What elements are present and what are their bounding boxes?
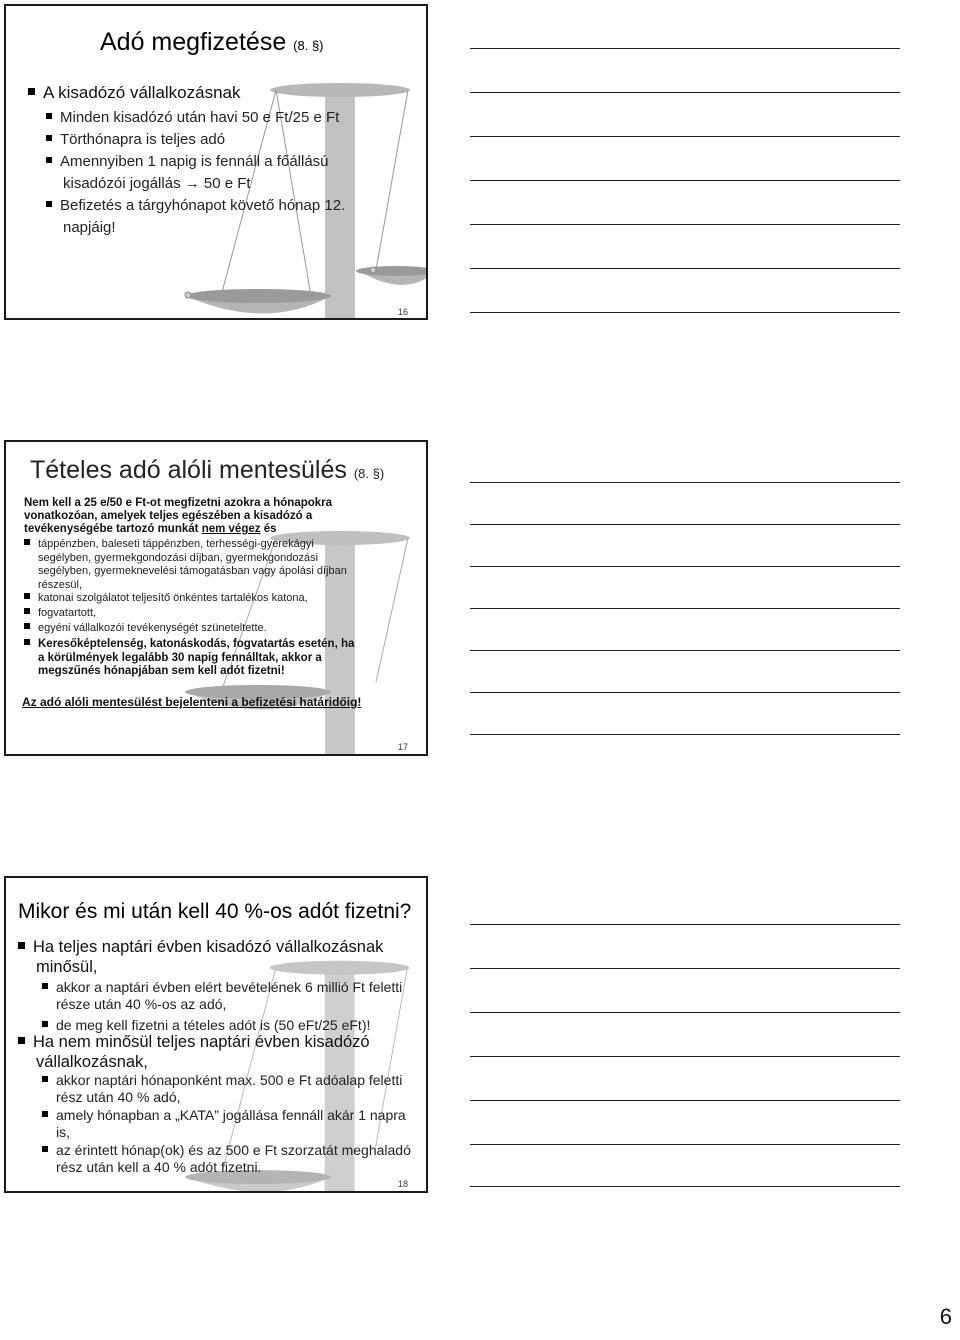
bullet-level2: akkor naptári hónaponként max. 500 e Ft adóalap feletti xyxy=(42,1072,402,1089)
bullet-level1: Ha teljes naptári évben kisadózó vállalkozásnak xyxy=(18,936,383,958)
footer-note: Az adó alóli mentesülést bejelenteni a befizetési határidőig! xyxy=(22,695,362,709)
list-item: katonai szolgálatot teljesítő önkéntes tartalékos katona, xyxy=(24,592,308,606)
slide-17 xyxy=(4,440,428,756)
bullet-level2: Törthónapra is teljes adó xyxy=(46,131,225,148)
bullet-level1: Ha nem minősül teljes naptári évben kisadózó xyxy=(18,1031,370,1053)
page-number: 6 xyxy=(939,1304,952,1329)
bullet-continuation: is, xyxy=(56,1124,70,1140)
slide-number: 18 xyxy=(398,1179,409,1189)
bullet-level2: Minden kisadózó után havi 50 e Ft/25 e Ft xyxy=(46,109,339,126)
slide-number: 16 xyxy=(398,307,409,317)
bullet-level2: de meg kell fizetni a tételes adót is (50 eFt/25 eFt)! xyxy=(42,1017,370,1034)
slide-16 xyxy=(4,4,428,320)
bullet-continuation: kisadózói jogállás → 50 e Ft xyxy=(63,175,251,192)
bullet-level2: Amennyiben 1 napig is fennáll a főállású xyxy=(46,153,329,170)
intro-paragraph: Nem kell a 25 e/50 e Ft-ot megfizetni azokra a hónapokra vonatkozóan, amelyek teljes egészében a kisadózó a tevékenységébe tartozó munkát nem végez és xyxy=(24,497,333,535)
bullet-level2: akkor a naptári évben elért bevételének 6 millió Ft feletti xyxy=(42,979,402,996)
bullet-level2: az érintett hónap(ok) és az 500 e Ft szorzatát meghaladó xyxy=(42,1142,411,1159)
list-item: egyéni vállalkozói tevékenységét szüneteltette. xyxy=(24,622,267,636)
bullet-continuation: napjáig! xyxy=(63,219,116,236)
slide-18 xyxy=(4,876,428,1193)
slide-title: Mikor és mi után kell 40 %-os adót fizetni? xyxy=(18,900,412,923)
list-item: táppénzben, baleseti táppénzben, terhességi-gyerekágyi segélyben, gyermekgondozási díjban, gyermekgondozási segélyben, gyermeknevelési támogatásban vagy ápolási díjban részesül, xyxy=(24,538,347,592)
bullet-continuation: része után 40 %-os az adó, xyxy=(56,996,227,1012)
bullet-continuation: minősül, xyxy=(36,958,98,976)
list-item: fogvatartott, xyxy=(24,607,96,621)
bullet-continuation: vállalkozásnak, xyxy=(36,1053,148,1071)
slide-number: 17 xyxy=(398,742,409,752)
slide-title: Adó megfizetése (8. §) xyxy=(100,28,324,56)
bullet-continuation: rész után kell a 40 % adót fizetni. xyxy=(56,1159,262,1175)
bullet-level2: amely hónapban a „KATA” jogállása fennáll akár 1 napra xyxy=(42,1107,406,1124)
slide-title: Tételes adó alóli mentesülés (8. §) xyxy=(30,456,385,484)
bullet-continuation: rész után 40 % adó, xyxy=(56,1089,181,1105)
list-item-bold: Keresőképtelenség, katonáskodás, fogvatartás esetén, ha a körülmények legalább 30 napig fennálltak, akkor a megszűnés hónapjában sem kell adót fizetni! xyxy=(24,638,354,679)
bullet-level2: Befizetés a tárgyhónapot követő hónap 12. xyxy=(46,197,345,214)
bullet-level1: A kisadózó vállalkozásnak xyxy=(28,82,241,104)
